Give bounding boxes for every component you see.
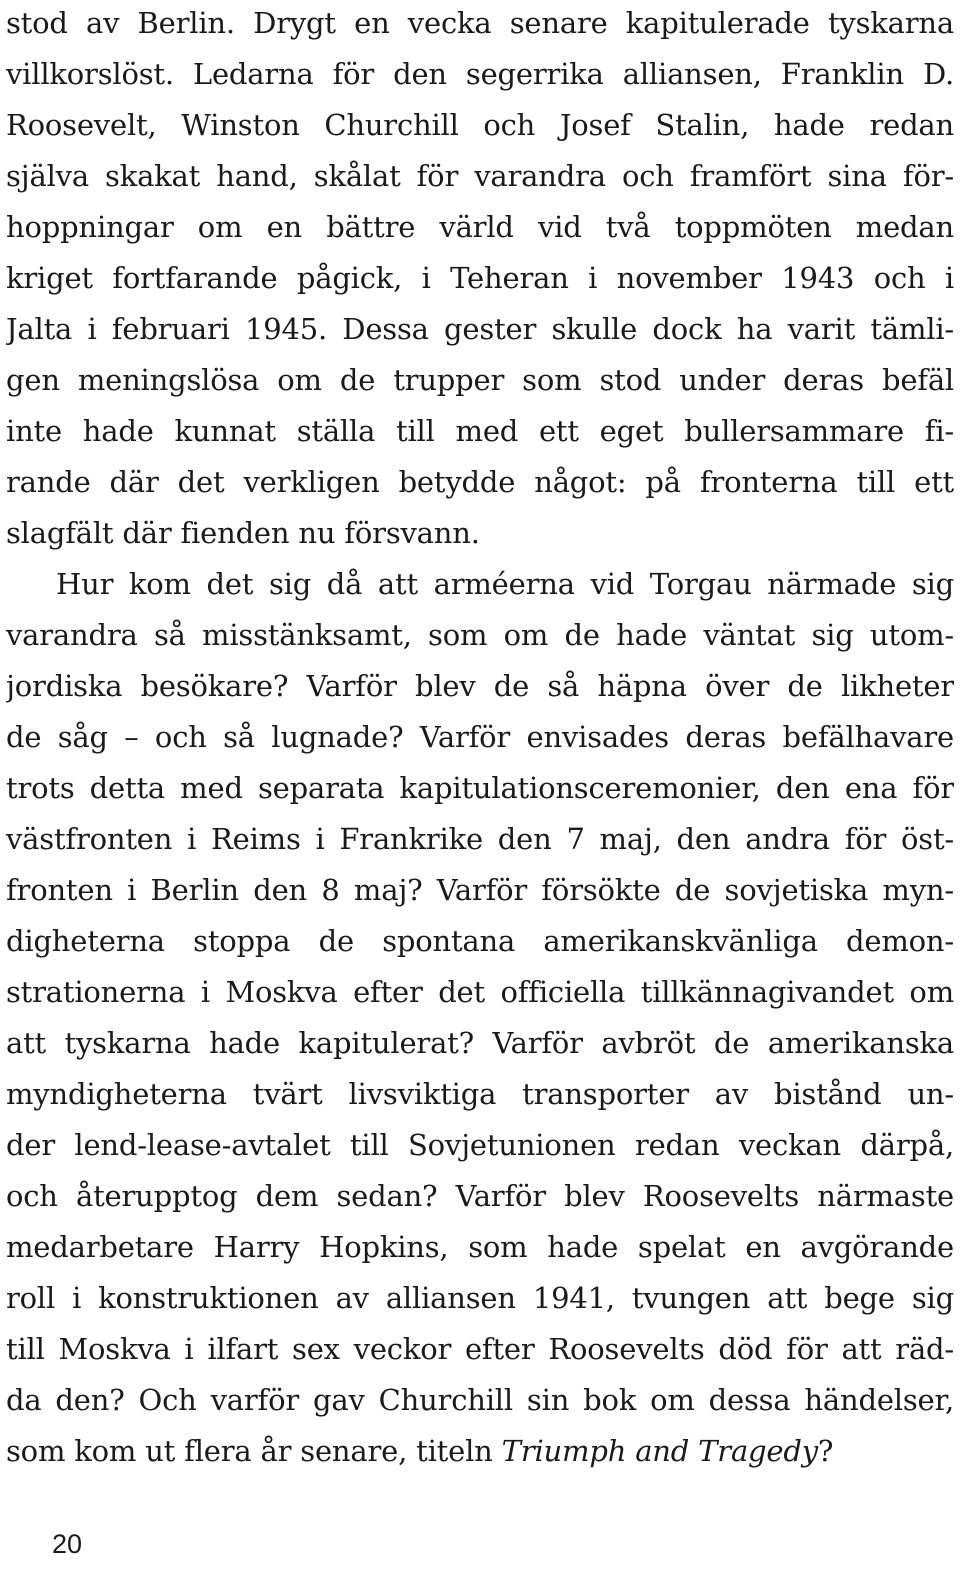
text-line: jordiska besökare? Varför blev de så häpna över de likheter xyxy=(6,669,954,703)
text-line: Hur kom det sig då att arméerna vid Torgau närmade sig xyxy=(56,567,954,601)
text-line: stod av Berlin. Drygt en vecka senare kapitulerade tyskarna xyxy=(6,6,954,40)
final-line-end: ? xyxy=(817,1434,834,1468)
text-line: trots detta med separata kapitulationsceremonier, den ena för xyxy=(6,771,954,805)
text-line: till Moskva i ilfart sex veckor efter Roosevelts död för att räd- xyxy=(6,1332,954,1366)
text-line: och återupptog dem sedan? Varför blev Roosevelts närmaste xyxy=(6,1179,954,1213)
text-line: de såg – och så lugnade? Varför envisades deras befälhavare xyxy=(6,720,954,754)
text-line: hoppningar om en bättre värld vid två toppmöten medan xyxy=(6,210,954,244)
text-line-final xyxy=(6,1425,954,1477)
text-line: Roosevelt, Winston Churchill och Josef Stalin, hade redan xyxy=(6,108,954,142)
text-line: slagfält där fienden nu försvann. xyxy=(6,516,480,550)
text-line: att tyskarna hade kapitulerat? Varför avbröt de amerikanska xyxy=(6,1026,954,1060)
text-line: der lend-lease-avtalet till Sovjetunionen redan veckan därpå, xyxy=(6,1128,954,1162)
text-line: medarbetare Harry Hopkins, som hade spelat en avgörande xyxy=(6,1230,954,1264)
text-line: inte hade kunnat ställa till med ett eget bullersammare fi- xyxy=(6,414,954,448)
text-line: da den? Och varför gav Churchill sin bok om dessa händelser, xyxy=(6,1383,954,1417)
page-number: 20 xyxy=(52,1529,83,1559)
text-line: strationerna i Moskva efter det officiella tillkännagivandet om xyxy=(6,975,954,1009)
book-title: Triumph and Tragedy xyxy=(501,1434,818,1468)
text-line: varandra så misstänksamt, som om de hade väntat sig utom- xyxy=(6,618,954,652)
text-line: myndigheterna tvärt livsviktiga transporter av bistånd un- xyxy=(6,1077,954,1111)
final-line-start: som kom ut flera år senare, titeln xyxy=(6,1434,502,1468)
text-line: fronten i Berlin den 8 maj? Varför försökte de sovjetiska myn- xyxy=(6,873,954,907)
text-line: Jalta i februari 1945. Dessa gester skulle dock ha varit tämli- xyxy=(6,312,954,346)
text-line: rande där det verkligen betydde något: på fronterna till ett xyxy=(6,465,954,499)
text-line: själva skakat hand, skålat för varandra och framfört sina för- xyxy=(6,159,954,193)
text-line: villkorslöst. Ledarna för den segerrika alliansen, Franklin D. xyxy=(6,57,954,91)
text-line: gen meningslösa om de trupper som stod under deras befäl xyxy=(6,363,954,397)
text-line: västfronten i Reims i Frankrike den 7 maj, den andra för öst- xyxy=(6,822,954,856)
text-line: kriget fortfarande pågick, i Teheran i november 1943 och i xyxy=(6,261,954,295)
text-line: digheterna stoppa de spontana amerikanskvänliga demon- xyxy=(6,924,954,958)
text-line: roll i konstruktionen av alliansen 1941, tvungen att bege sig xyxy=(6,1281,954,1315)
